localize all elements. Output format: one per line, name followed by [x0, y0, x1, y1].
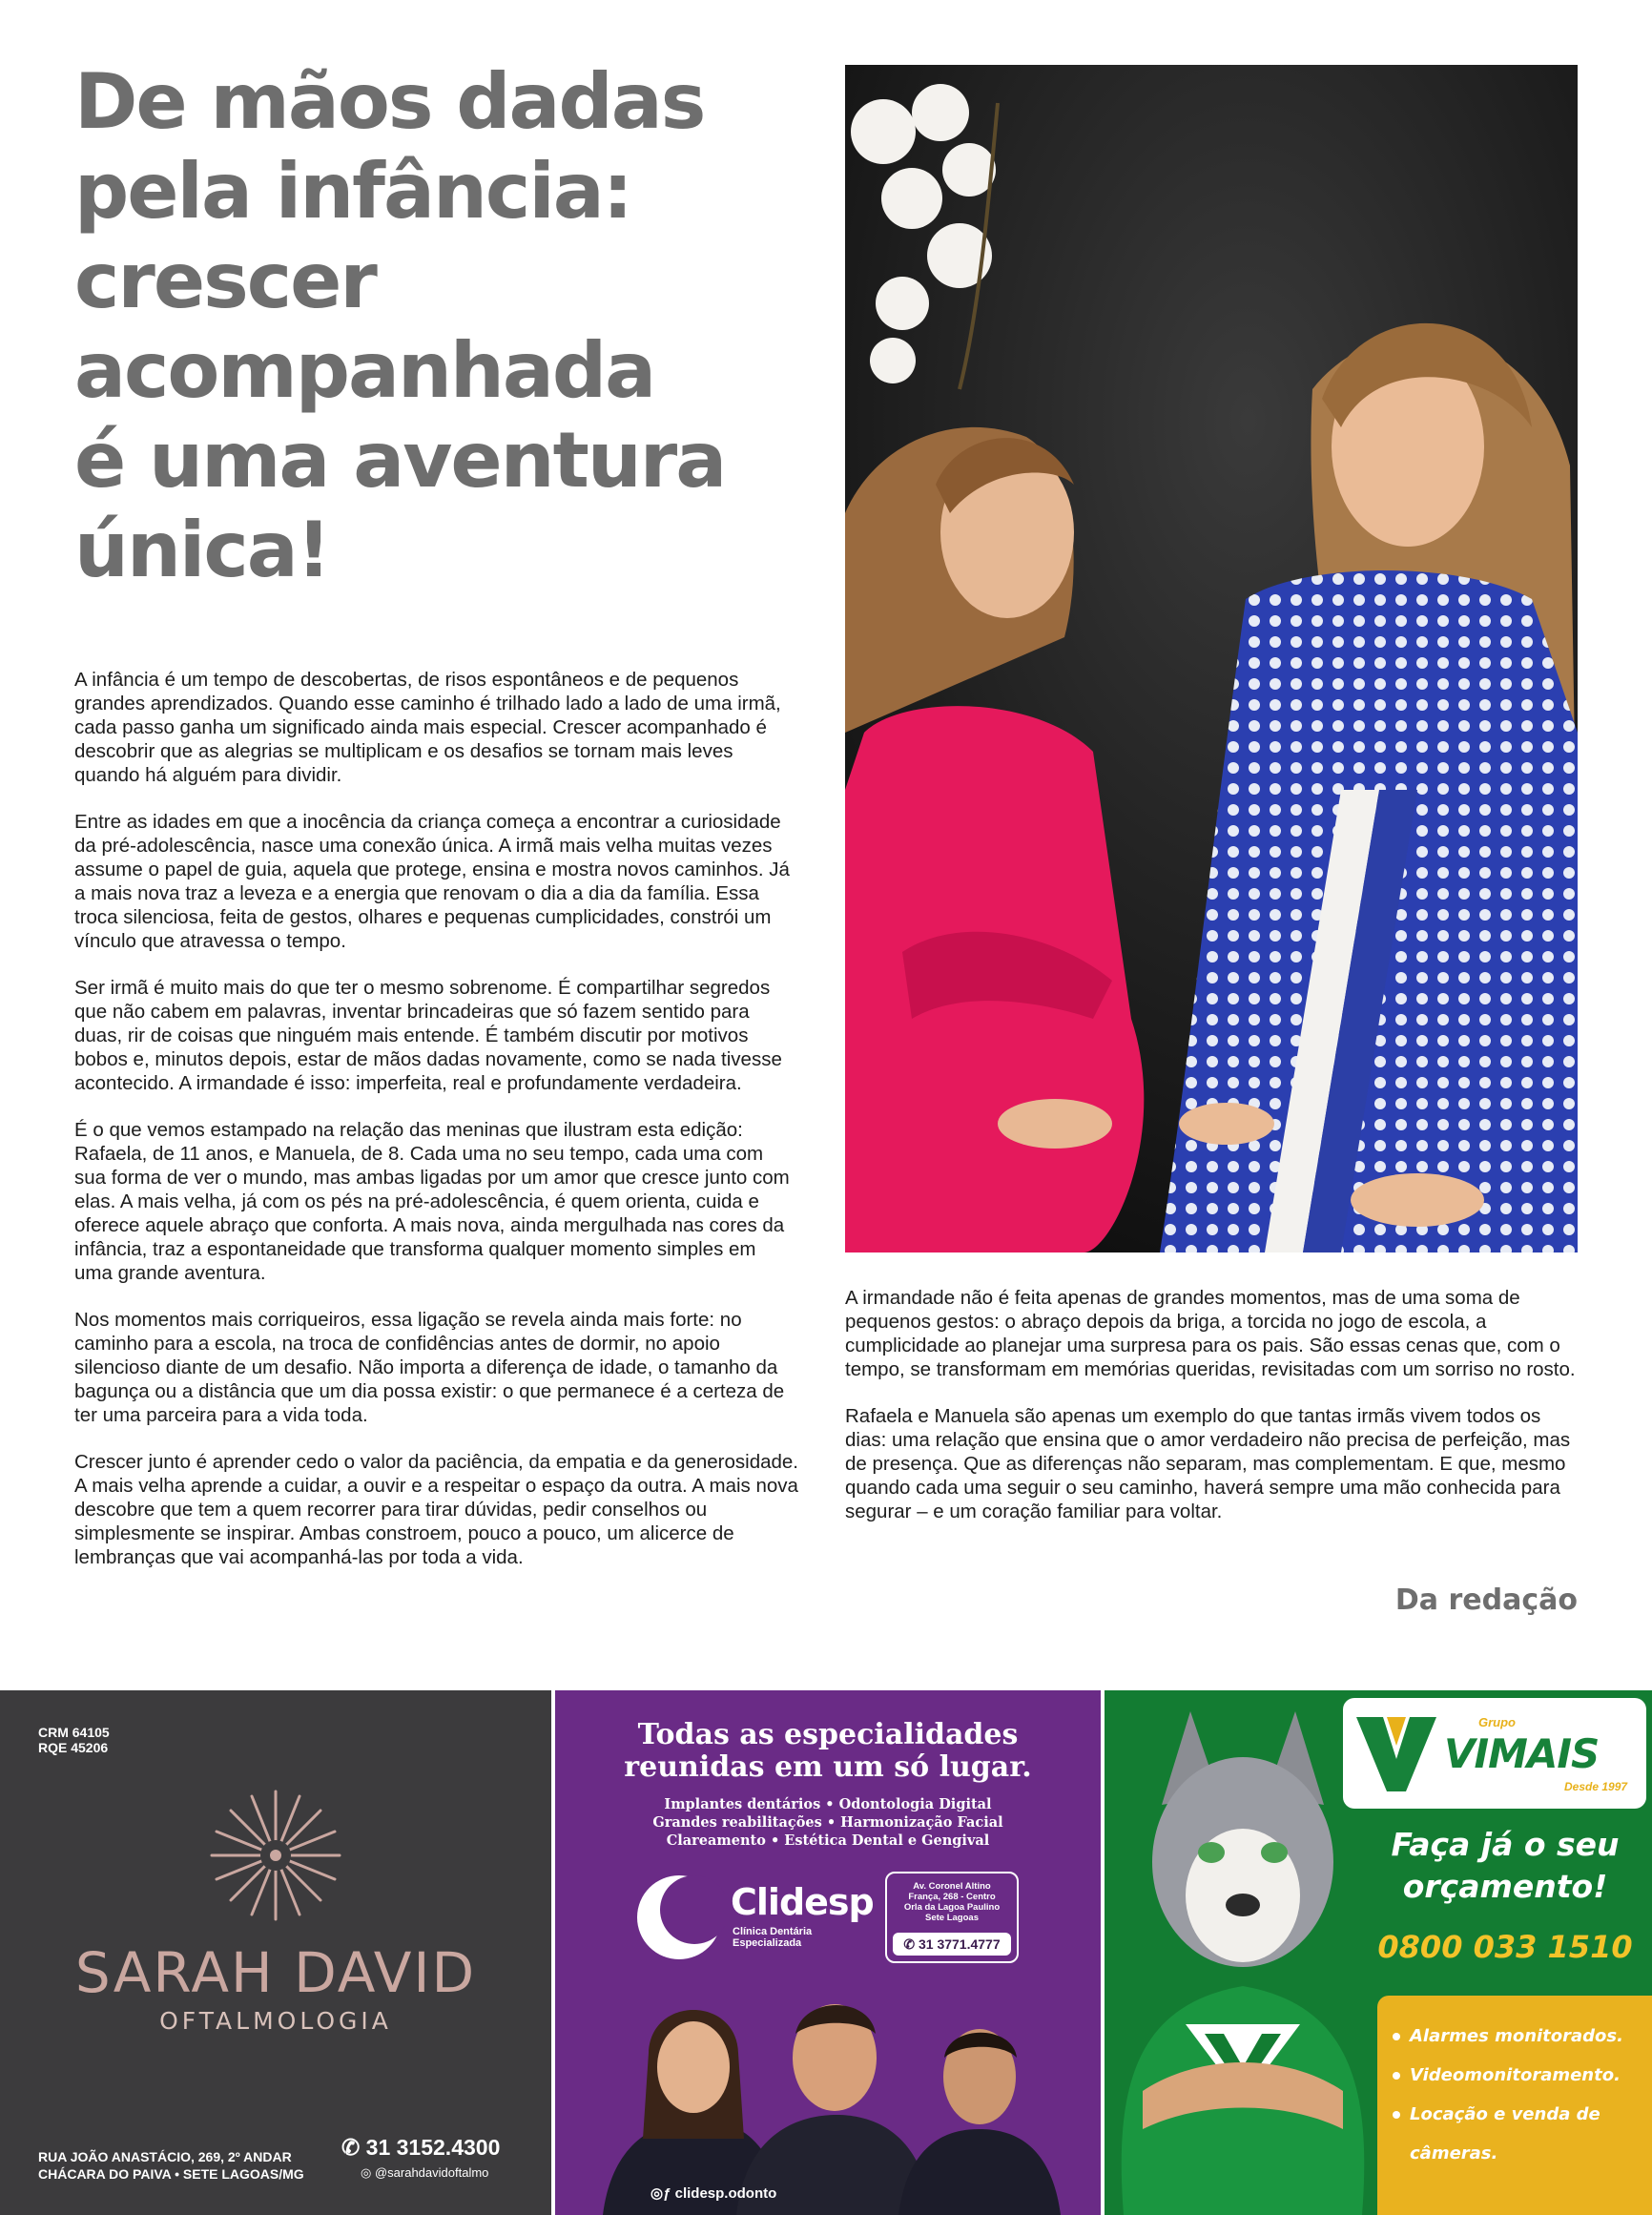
article-paragraph: Nos momentos mais corriqueiros, essa ligação se revela ainda mais forte: no caminho para a escola, na troca de confidências antes de dormir, no apoio silencioso diante de um desafio. Não importa a diferença de idade, o tamanho da bagunça ou a distância que um dia possa existir: o que permanece é a certeza de ter uma parceira para a vida toda.	[74, 1309, 785, 1426]
vimais-phone[interactable]: 0800 033 1510	[1377, 1929, 1633, 1965]
vimais-since: Desde 1997	[1564, 1780, 1628, 1793]
sarah-address-line: RUA JOÃO ANASTÁCIO, 269, 2º ANDAR	[38, 2149, 292, 2164]
article-paragraph: É o que vemos estampado na relação das meninas que ilustram esta edição: Rafaela, de 11 anos, e Manuela, de 8. Cada uma no seu tempo, cada uma com sua forma de ver o mundo, mas ambas ligadas por um amor que cresce junto com elas. A mais velha, já com os pés na pré-adolescência, é quem orienta, cuida e oferece aquele abraço que conforta. A mais nova, ainda mergulhada nas cores da infância, traz a espontaneidade que transforma qualquer momento simples em uma grande aventura.	[74, 1119, 790, 1284]
sarah-rqe: RQE 45206	[38, 1740, 109, 1755]
clidesp-phone[interactable]	[893, 1933, 1011, 1956]
clidesp-title: Todas as especialidades reunidas em um só lugar.	[624, 1718, 1032, 1784]
bullet-icon	[1393, 2072, 1400, 2080]
instagram-icon: ◎	[650, 2185, 664, 2202]
sarah-instagram[interactable]	[361, 2165, 488, 2181]
sarah-specialty: OFTALMOLOGIA	[159, 2007, 392, 2035]
clidesp-address: Av. Coronel Altino França, 268 - Centro Orla da Lagoa Paulino Sete Lagoas	[903, 1881, 1001, 1923]
list-item	[1377, 2056, 1652, 2095]
sarah-brand-name: SARAH DAVID	[74, 1940, 477, 2005]
article-paragraph: Crescer junto é aprender cedo o valor da paciência, da empatia e da generosidade. A mais velha aprende a cuidar, a ouvir e a respeitar o espaço da outra. A mais nova descobre que tem a quem recorrer para tirar dúvidas, pedir conselhos ou simplesmente se inspirar. Ambas constroem, pouco a pouco, um alicerce de lembranças que vai acompanhá-las por toda a vida.	[74, 1451, 798, 1568]
sisters-photo	[845, 65, 1578, 1252]
husky-mascot-icon	[1105, 1690, 1381, 2215]
clidesp-subtitle: Clínica Dentária Especializada	[733, 1926, 813, 1949]
vimais-v-logo-icon	[1356, 1717, 1436, 1791]
vimais-brand-name: VIMAIS	[1444, 1730, 1600, 1777]
article-byline: Da redação	[1394, 1584, 1578, 1617]
sarah-address	[38, 2148, 304, 2183]
list-item	[1377, 2017, 1652, 2056]
whatsapp-icon: ✆	[903, 1936, 916, 1952]
clidesp-brand-name: Clidesp	[731, 1881, 874, 1923]
ad-sarah-david[interactable]	[0, 1690, 551, 2215]
list-item	[1377, 2134, 1652, 2173]
ad-clidesp[interactable]	[555, 1690, 1101, 2215]
sarah-phone-number: 31 3152.4300	[365, 2135, 501, 2160]
article-headline: De mãos dadas pela infância: crescer acompanhada é uma aventura única!	[74, 57, 726, 594]
dentists-photo	[593, 1977, 1070, 2215]
whatsapp-icon: ✆	[341, 2135, 361, 2160]
vimais-service-label: Locação e venda de	[1410, 2104, 1600, 2124]
bullet-icon	[1393, 2111, 1400, 2119]
clidesp-phone-number: 31 3771.4777	[918, 1936, 1001, 1952]
article-paragraph: A infância é um tempo de descobertas, de risos espontâneos e de pequenos grandes aprendizados. Quando esse caminho é trilhado lado a lado de uma irmã, cada passo ganha um significado ainda mais especial. Crescer acompanhado é descobrir que as alegrias se multiplicam e os desafios se tornam mais leves quando há alguém para dividir.	[74, 669, 781, 786]
sarah-instagram-handle: @sarahdavidoftalmo	[374, 2165, 489, 2180]
advertisements-band	[0, 1687, 1652, 2215]
sisters-photo-illustration	[845, 65, 1578, 1252]
instagram-icon: ◎	[361, 2165, 372, 2180]
clidesp-instagram-handle: clidesp.odonto	[674, 2185, 777, 2202]
vimais-service-label: Alarmes monitorados.	[1410, 2026, 1623, 2046]
vimais-cta: Faça já o seu orçamento!	[1391, 1826, 1620, 1905]
ad-vimais[interactable]	[1105, 1690, 1652, 2215]
bullet-icon	[1393, 2033, 1400, 2040]
sarah-address-line: CHÁCARA DO PAIVA • SETE LAGOAS/MG	[38, 2166, 304, 2182]
article-body-right	[845, 1286, 1578, 1546]
vimais-services-list	[1377, 1996, 1652, 2215]
moon-logo-icon	[633, 1872, 725, 1963]
vimais-logo	[1343, 1698, 1646, 1809]
sarah-phone[interactable]	[341, 2135, 500, 2161]
article-paragraph: Entre as idades em que a inocência da criança começa a encontrar a curiosidade da pré-adolescência, nasce uma conexão única. A irmã mais velha muitas vezes assume o papel de guia, aquela que protege, ensina e mostra novos caminhos. Já a mais nova traz a leveza e a energia que renovam o dia a dia da família. Essa troca silenciosa, feita de gestos, olhares e pequenas cumplicidades, constrói um vínculo que atravessa o tempo.	[74, 811, 790, 952]
starburst-logo-icon	[204, 1784, 347, 1927]
article-paragraph: Ser irmã é muito mais do que ter o mesmo sobrenome. É compartilhar segredos que não cabem em palavras, inventar brincadeiras que só fazem sentido para duas, rir de coisas que ninguém mais entende. É também discutir por motivos bobos e, minutos depois, estar de mãos dadas novamente, como se nada tivesse acontecido. A irmandade é isso: imperfeita, real e profundamente verdadeira.	[74, 977, 782, 1094]
facebook-icon: ƒ	[663, 2185, 671, 2202]
sarah-credentials	[38, 1725, 110, 1755]
vimais-service-label: Videomonitoramento.	[1410, 2065, 1621, 2085]
clidesp-contact-box	[885, 1872, 1019, 1963]
clidesp-services: Implantes dentários • Odontologia Digital Grandes reabilitações • Harmonização Facial Clareamento • Estética Dental e Gengival	[652, 1796, 1003, 1849]
vimais-group-label: Grupo	[1478, 1715, 1516, 1729]
clidesp-instagram[interactable]	[650, 2184, 776, 2202]
article-paragraph: A irmandade não é feita apenas de grandes momentos, mas de uma soma de pequenos gestos: o abraço depois da briga, a torcida no jogo de escola, a cumplicidade ao planejar uma surpresa para os pais. São essas cenas que, com o tempo, se transformam em memórias queridas, revisitadas com um sorriso no rosto.	[845, 1287, 1576, 1380]
vimais-service-label: câmeras.	[1410, 2143, 1498, 2163]
article-body-left	[74, 668, 799, 1592]
article-paragraph: Rafaela e Manuela são apenas um exemplo do que tantas irmãs vivem todos os dias: uma relação que ensina que o amor verdadeiro não precisa de perfeição, mas de presença. Que as diferenças não separam, mas complementam. E que, mesmo quando cada uma seguir o seu caminho, haverá sempre uma mão conhecida para segurar – e um coração familiar para voltar.	[845, 1405, 1571, 1522]
sarah-crm: CRM 64105	[38, 1725, 110, 1740]
list-item	[1377, 2095, 1652, 2134]
